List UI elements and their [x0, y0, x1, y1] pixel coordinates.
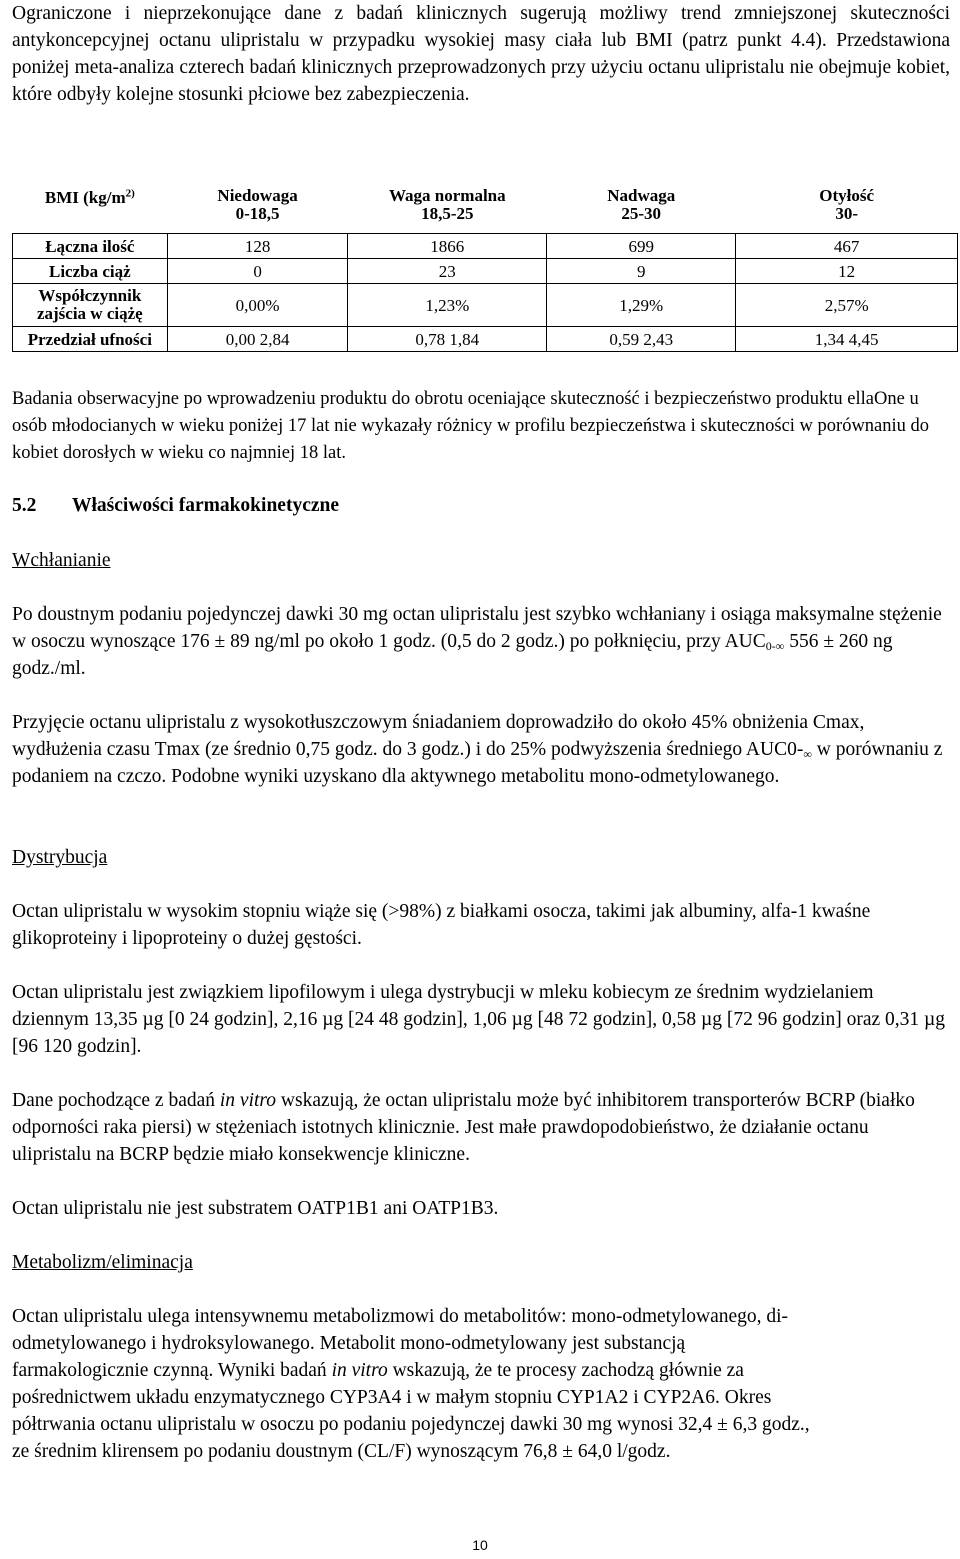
- absorption-paragraph-1: Po doustnym podaniu pojedynczej dawki 30 mg octan ulipristalu jest szybko wchłaniany i osiąga maksymalne stężenie w osoczu wynoszące 176 ± 89 ng/ml po około 1 godz. (0,5 do 2 godz.) po połknięciu, przy $AUC_{0-\infty}$ 556 ± 260 ng godz./ml.: [12, 604, 942, 679]
- table-cell: 0: [167, 259, 348, 284]
- table-cell: 9: [547, 259, 736, 284]
- metabolism-line: pośrednictwem układu enzymatycznego CYP3A4 i w małym stopniu CYP1A2 i CYP2A6. Okres: [12, 1387, 772, 1408]
- absorption-paragraph-2: Przyjęcie octanu ulipristalu z wysokotłuszczowym śniadaniem doprowadziło do około 45% obniżenia Cmax, wydłużenia czasu Tmax (ze średnio 0,75 godz. do 3 godz.) i do 25% podwyższenia średniego $AUC0-_\infty$ w porównaniu z podaniem na czczo. Podobne wyniki uzyskano dla aktywnego metabolitu mono-odmetylowanego.: [12, 712, 943, 787]
- table-cell: 23: [348, 259, 547, 284]
- section-number: 5.2: [12, 495, 37, 516]
- table-cell: 1,29%: [547, 284, 736, 327]
- metabolism-line: odmetylowanego i hydroksylowanego. Metabolit mono-odmetylowany jest substancją: [12, 1333, 686, 1354]
- table-cell: 0,59 2,43: [547, 327, 736, 352]
- metabolism-line: Octan ulipristalu ulega intensywnemu metabolizmowi do metabolitów: mono-odmetylowanego, di-: [12, 1306, 789, 1327]
- table-row: [13, 234, 958, 259]
- col-header-normal: Waga normalna 18,5-25: [388, 186, 506, 223]
- bmi-header-sup: 2): [125, 187, 135, 200]
- bmi-header-label: BMI (kg/m: [44, 188, 126, 207]
- intro-paragraph: Ograniczone i nieprzekonujące dane z badań klinicznych sugerują możliwy trend zmniejszonej skuteczności antykoncepcyjnej octanu ulipristalu w przypadku wysokiej masy ciała lub BMI (patrz punkt 4.4). Przedstawiona poniżej meta-analiza czterech badań klinicznych przeprowadzonych przy użyciu octanu ulipristalu nie obejmuje kobiet, które odbyły kolejne stosunki płciowe bez zabezpieczenia.: [12, 3, 950, 105]
- metabolism-line: ze średnim klirensem po podaniu doustnym (CL/F) wynoszącym 76,8 ± 64,0 l/godz.: [12, 1441, 671, 1462]
- table-row: [13, 259, 958, 284]
- table-cell: 0,00 2,84: [167, 327, 348, 352]
- bmi-header: [13, 184, 168, 234]
- col-header-obese: Otyłość 30-: [819, 186, 875, 223]
- table-cell: 2,57%: [736, 284, 958, 327]
- row-label: Współczynnik zajścia w ciążę: [13, 284, 168, 327]
- table-cell: 699: [547, 234, 736, 259]
- row-label: Liczba ciąż: [13, 259, 168, 284]
- table-cell: 1,23%: [348, 284, 547, 327]
- distribution-heading: Dystrybucja: [12, 847, 108, 868]
- metabolism-line: półtrwania octanu ulipristalu w osoczu po podaniu pojedynczej dawki 30 mg wynosi 32,4 ± 6,3 godz.,: [12, 1414, 810, 1435]
- bmi-table: [12, 184, 958, 352]
- metabolism-paragraph: [12, 1303, 960, 1465]
- row-label: Przedział ufności: [13, 327, 168, 352]
- distribution-paragraph-1: Octan ulipristalu w wysokim stopniu wiąże się (>98%) z białkami osocza, takimi jak albuminy, alfa-1 kwaśne glikoproteiny i lipoproteiny o dużej gęstości.: [12, 901, 871, 949]
- distribution-paragraph-3: Dane pochodzące z badań in vitro wskazują, że octan ulipristalu może być inhibitorem transporterów BCRP (białko odporności raka piersi) w stężeniach istotnych klinicznie. Jest małe prawdopodobieństwo, że działanie octanu ulipristalu na BCRP będzie miało konsekwencje kliniczne.: [12, 1090, 915, 1165]
- absorption-heading: Wchłanianie: [12, 550, 111, 571]
- table-cell: 467: [736, 234, 958, 259]
- observational-paragraph: Badania obserwacyjne po wprowadzeniu produktu do obrotu oceniające skuteczność i bezpieczeństwo produktu ellaOne u osób młodocianych w wieku poniżej 17 lat nie wykazały różnicy w profilu bezpieczeństwa i skuteczności w porównaniu do kobiet dorosłych w wieku co najmniej 18 lat.: [12, 389, 930, 463]
- section-title: Właściwości farmakokinetyczne: [72, 495, 340, 516]
- table-cell: 0,78 1,84: [348, 327, 547, 352]
- metabolism-line: farmakologicznie czynną. Wyniki badań in vitro wskazują, że te procesy zachodzą głównie za: [12, 1360, 744, 1381]
- page-number: 10: [472, 1537, 488, 1553]
- table-cell: 12: [736, 259, 958, 284]
- distribution-paragraph-4: Octan ulipristalu nie jest substratem OATP1B1 ani OATP1B3.: [12, 1198, 499, 1219]
- col-header-underweight: Niedowaga 0-18,5: [217, 186, 298, 223]
- table-row: [13, 284, 958, 327]
- section-heading: [12, 492, 339, 519]
- table-header-row: [13, 184, 958, 234]
- row-label: Łączna ilość: [13, 234, 168, 259]
- col-header-overweight: Nadwaga 25-30: [607, 186, 676, 223]
- table-cell: 1,34 4,45: [736, 327, 958, 352]
- table-row: [13, 327, 958, 352]
- table-cell: 0,00%: [167, 284, 348, 327]
- table-cell: 128: [167, 234, 348, 259]
- distribution-paragraph-2: Octan ulipristalu jest związkiem lipofilowym i ulega dystrybucji w mleku kobiecym ze średnim wydzielaniem dziennym 13,35 µg [0 24 godzin], 2,16 µg [24 48 godzin], 1,06 µg [48 72 godzin], 0,58 µg [72 96 godzin] oraz 0,31 µg [96 120 godzin].: [12, 982, 945, 1057]
- metabolism-heading: Metabolizm/eliminacja: [12, 1252, 193, 1273]
- table-cell: 1866: [348, 234, 547, 259]
